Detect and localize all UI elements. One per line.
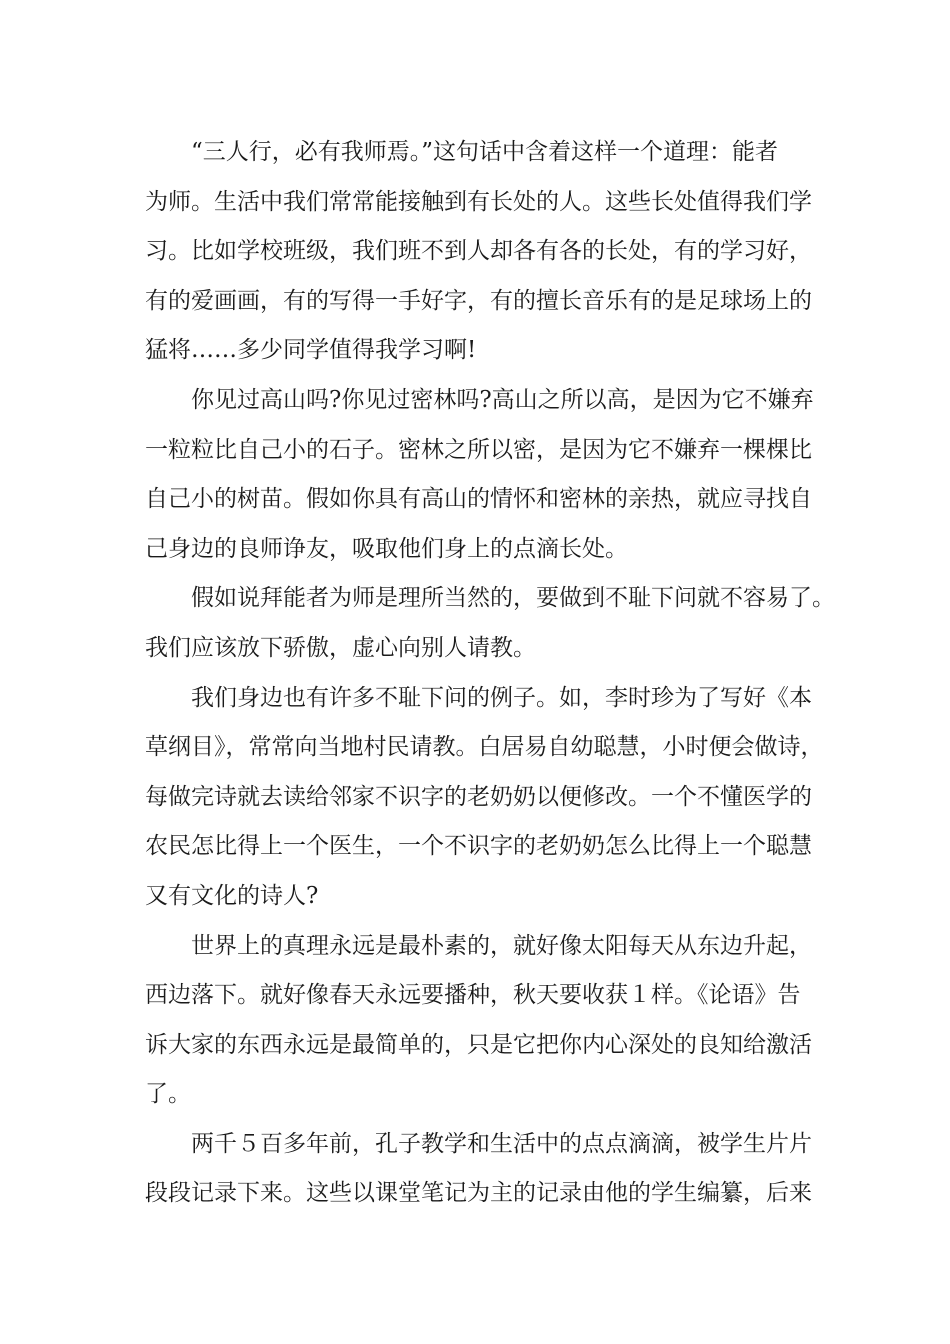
text-line: 每做完诗就去读给邻家不识字的老奶奶以便修改。一个不懂医学的 [145,783,812,810]
text-line: 习。比如学校班级，我们班不到人却各有各的长处，有的学习好， [145,238,812,265]
text-line: 猛将……多少同学值得我学习啊! [145,337,477,364]
text-line: 有的爱画画，有的写得一手好字，有的擅长音乐有的是足球场上的 [145,287,812,314]
paragraph-3 [145,574,835,673]
text-line: 了。 [145,1081,191,1108]
essay-body [145,128,835,1219]
text-line: 你见过高山吗?你见过密林吗?高山之所以高，是因为它不嫌弃 [191,386,814,413]
paragraph-6 [145,1120,810,1219]
text-line: 一粒粒比自己小的石子。密林之所以密，是因为它不嫌弃一棵棵比 [145,436,812,463]
paragraph-5 [145,922,810,1120]
text-line: 草纲目》，常常向当地村民请教。白居易自幼聪慧，小时便会做诗， [145,734,824,761]
text-line: 两千５百多年前，孔子教学和生活中的点点滴滴，被学生片片 [191,1130,812,1157]
text-line: 世界上的真理永远是最朴素的，就好像太阳每天从东边升起， [191,932,812,959]
text-line: 我们身边也有许多不耻下问的例子。如，李时珍为了写好《本 [191,684,812,711]
paragraph-1 [145,128,810,376]
text-line: 为师。生活中我们常常能接触到有长处的人。这些长处值得我们学 [145,188,812,215]
text-line: 假如说拜能者为师是理所当然的，要做到不耻下问就不容易了。 [191,585,835,612]
text-line: 己身边的良师诤友，吸取他们身上的点滴长处。 [145,535,628,562]
text-line: 我们应该放下骄傲，虚心向别人请教。 [145,634,536,661]
text-line: 自己小的树苗。假如你具有高山的情怀和密林的亲热，就应寻找自 [145,486,812,513]
text-line: 诉大家的东西永远是最简单的，只是它把你内心深处的良知给激活 [145,1031,812,1058]
paragraph-2 [145,376,814,574]
text-line: 又有文化的诗人? [145,882,319,909]
text-line: 西边落下。就好像春天永远要播种，秋天要收获１样。《论语》告 [145,982,801,1009]
text-line: 段段记录下来。这些以课堂笔记为主的记录由他的学生编纂，后来 [145,1180,812,1207]
paragraph-4 [145,674,824,922]
text-line: 农民怎比得上一个医生，一个不识字的老奶奶怎么比得上一个聪慧 [145,833,812,860]
text-line: “三人行，必有我师焉。”这句话中含着这样一个道理：能者 [191,139,779,165]
